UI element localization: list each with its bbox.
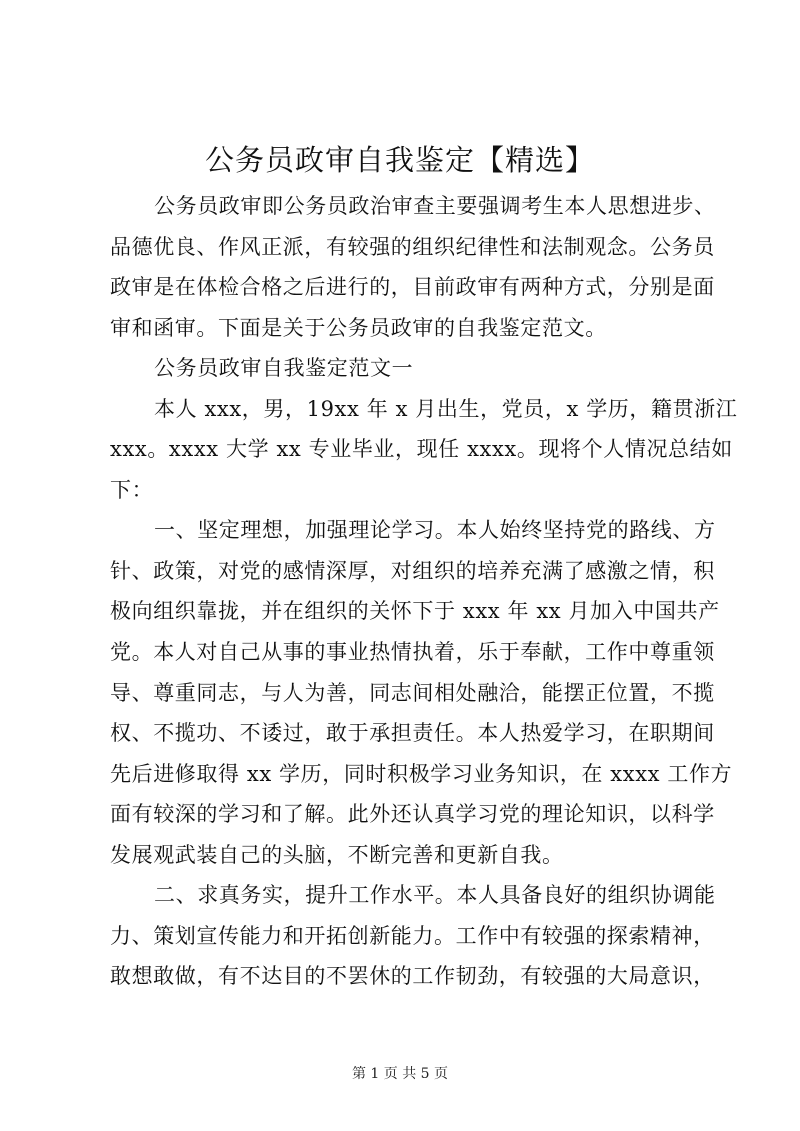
body-line: 政审是在体检合格之后进行的，目前政审有两种方式，分别是面 (110, 275, 715, 300)
body-line: 公务员政审即公务员政治审查主要强调考生本人思想进步、 (154, 194, 716, 218)
document-body (110, 186, 738, 997)
body-line: 下： (110, 477, 154, 502)
body-line: 品德优良、作风正派，有较强的组织纪律性和法制观念。公务员 (110, 234, 715, 259)
body-line: 二、求真务实，提升工作水平。本人具备良好的组织协调能 (154, 883, 716, 908)
body-line: xxx。xxxx 大学 xx 专业毕业，现任 xxxx。现将个人情况总结如 (110, 437, 733, 462)
body-line: 力、策划宣传能力和开拓创新能力。工作中有较强的探索精神， (110, 923, 715, 948)
body-line: 一、坚定理想，加强理论学习。本人始终坚持党的路线、方 (154, 518, 716, 543)
body-line: 敢想敢做，有不达目的不罢休的工作韧劲，有较强的大局意识， (110, 964, 715, 989)
body-line: 极向组织靠拢，并在组织的关怀下于 xxx 年 xx 月加入中国共产 (110, 599, 720, 624)
body-line: 针、政策，对党的感情深厚，对组织的培养充满了感激之情，积 (110, 558, 715, 583)
body-line: 发展观武装自己的头脑，不断完善和更新自我。 (110, 842, 564, 867)
body-line: 本人 xxx，男，19xx 年 x 月出生，党员，x 学历，籍贯浙江 (154, 396, 738, 421)
body-line: 权、不揽功、不诿过，敢于承担责任。本人热爱学习，在职期间 (110, 721, 715, 746)
body-line: 先后进修取得 xx 学历，同时积极学习业务知识，在 xxxx 工作方 (110, 761, 733, 786)
body-line: 审和函审。下面是关于公务员政审的自我鉴定范文。 (110, 315, 607, 340)
document-title: 公务员政审自我鉴定【精选】 (204, 143, 595, 177)
body-line: 党。本人对自己从事的事业热情执着，乐于奉献，工作中尊重领 (110, 640, 715, 665)
section-heading: 公务员政审自我鉴定范文一 (154, 356, 414, 381)
page-footer: 第 1 页 共 5 页 (351, 1066, 449, 1082)
body-line: 面有较深的学习和了解。此外还认真学习党的理论知识，以科学 (110, 802, 715, 827)
body-line: 导、尊重同志，与人为善，同志间相处融洽，能摆正位置，不揽 (110, 680, 715, 705)
